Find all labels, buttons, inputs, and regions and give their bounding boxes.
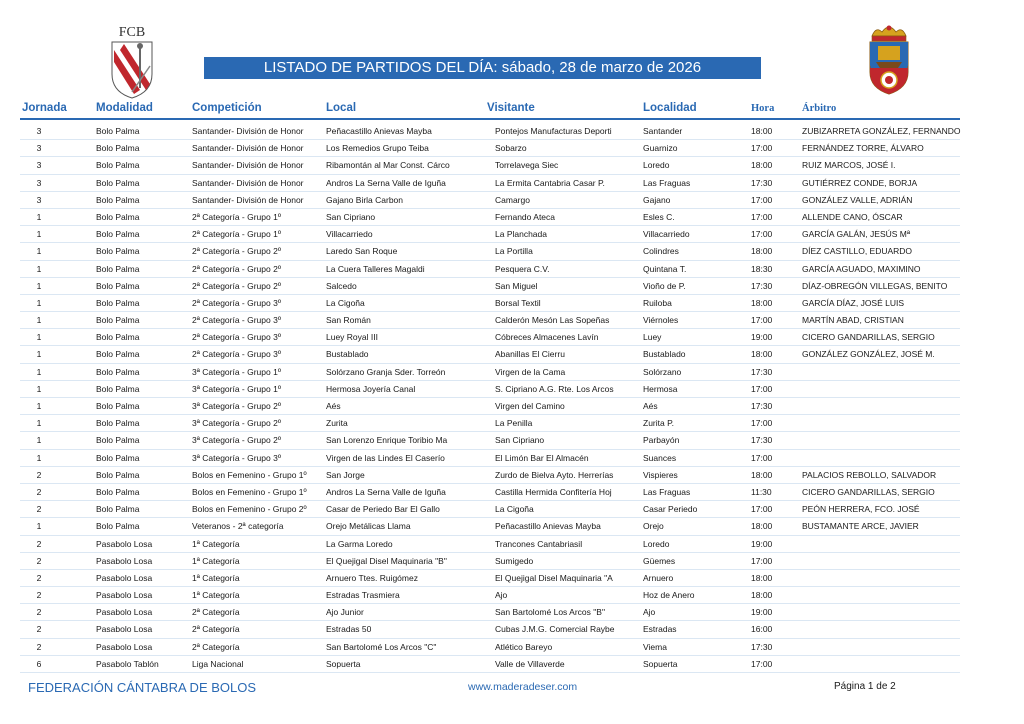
hora-cell: 17:00 — [751, 211, 773, 222]
localidad-cell: Zurita P. — [643, 418, 675, 429]
header-hora: Hora — [751, 103, 775, 114]
visitante-cell: La Ermita Cantabria Casar P. — [495, 177, 605, 188]
jornada-cell: 3 — [36, 126, 42, 136]
visitante-cell: El Limón Bar El Almacén — [495, 452, 589, 463]
jornada-cell: 1 — [36, 246, 42, 257]
localidad-cell: Loredo — [643, 160, 670, 171]
visitante-cell: Peñacastillo Anievas Mayba — [495, 521, 601, 532]
header-arbitro: Árbitro — [802, 103, 837, 114]
modalidad-cell: Bolo Palma — [96, 418, 140, 429]
jornada-cell: 1 — [36, 435, 42, 446]
localidad-cell: Orejo — [643, 521, 664, 532]
competicion-cell: 3ª Categoría - Grupo 3º — [192, 452, 281, 463]
modalidad-cell: Bolo Palma — [96, 366, 140, 377]
local-cell: Hermosa Joyería Canal — [326, 383, 416, 394]
visitante-cell: Virgen del Camino — [495, 401, 565, 411]
hora-cell: 17:30 — [751, 401, 773, 411]
hora-cell: 19:00 — [751, 332, 773, 343]
local-cell: La Cigoña — [326, 297, 365, 308]
competicion-cell: Bolos en Femenino - Grupo 1º — [192, 469, 307, 480]
jornada-cell: 1 — [36, 297, 42, 308]
competicion-cell: 2ª Categoría — [192, 607, 240, 618]
local-cell: Peñacastillo Anievas Mayba — [326, 126, 432, 136]
local-cell: Arnuero Ttes. Ruigómez — [326, 572, 418, 583]
table-row — [20, 312, 960, 329]
localidad-cell: Loredo — [643, 538, 670, 549]
jornada-cell: 1 — [36, 349, 42, 360]
arbitro-cell: MARTÍN ABAD, CRISTIAN — [802, 315, 904, 326]
table-row — [20, 243, 960, 260]
table-row — [20, 192, 960, 209]
visitante-cell: San Cipriano — [495, 435, 545, 446]
hora-cell: 11:30 — [751, 486, 772, 497]
jornada-cell: 1 — [36, 229, 42, 240]
hora-cell: 17:30 — [751, 641, 773, 652]
modalidad-cell: Bolo Palma — [96, 263, 140, 274]
table-row — [20, 518, 960, 535]
localidad-cell: Las Fraguas — [643, 177, 691, 188]
modalidad-cell: Bolo Palma — [96, 332, 140, 343]
local-cell: Solórzano Granja Sder. Torreón — [326, 366, 446, 377]
visitante-cell: La Planchada — [495, 229, 547, 240]
table-row — [20, 656, 960, 673]
localidad-cell: Bustablado — [643, 349, 686, 360]
visitante-cell: Ajo — [495, 590, 508, 601]
jornada-cell: 1 — [36, 383, 42, 394]
table-row — [20, 364, 960, 381]
arbitro-cell: GARCÍA DÍAZ, JOSÉ LUIS — [802, 297, 905, 308]
local-cell: Salcedo — [326, 280, 357, 291]
localidad-cell: Quintana T. — [643, 263, 687, 274]
jornada-cell: 2 — [36, 641, 42, 652]
localidad-cell: Casar Periedo — [643, 504, 698, 515]
table-row — [20, 553, 960, 570]
localidad-cell: Parbayón — [643, 435, 680, 446]
competicion-cell: 1ª Categoría — [192, 555, 240, 566]
jornada-cell: 1 — [36, 280, 42, 291]
localidad-cell: Ruiloba — [643, 297, 672, 308]
visitante-cell: La Portilla — [495, 246, 533, 257]
local-cell: Virgen de las Lindes El Caserío — [326, 452, 445, 463]
hora-cell: 17:00 — [751, 315, 773, 326]
jornada-cell: 2 — [36, 504, 42, 515]
table-row — [20, 570, 960, 587]
visitante-cell: Abanillas El Cierru — [495, 349, 565, 360]
localidad-cell: Guarnizo — [643, 143, 678, 154]
table-row — [20, 295, 960, 312]
table-row — [20, 175, 960, 192]
table-row — [20, 604, 960, 621]
competicion-cell: Santander- División de Honor — [192, 143, 304, 154]
modalidad-cell: Bolo Palma — [96, 177, 140, 188]
competicion-cell: Santander- División de Honor — [192, 126, 304, 136]
local-cell: El Quejigal Disel Maquinaria "B" — [326, 555, 447, 566]
modalidad-cell: Bolo Palma — [96, 521, 140, 532]
visitante-cell: Virgen de la Cama — [495, 366, 566, 377]
hora-cell: 18:00 — [751, 297, 773, 308]
visitante-cell: La Cigoña — [495, 504, 534, 515]
local-cell: Villacarriedo — [326, 229, 373, 240]
modalidad-cell: Bolo Palma — [96, 435, 140, 446]
jornada-cell: 1 — [36, 211, 42, 222]
arbitro-cell: CICERO GANDARILLAS, SERGIO — [802, 486, 935, 497]
footer-url[interactable]: www.maderadeser.com — [468, 681, 578, 693]
jornada-cell: 2 — [36, 590, 42, 601]
hora-cell: 17:00 — [751, 143, 773, 154]
localidad-cell: Vioño de P. — [643, 280, 686, 291]
visitante-cell: Sobarzo — [495, 143, 527, 154]
visitante-cell: Borsal Textil — [495, 297, 541, 308]
hora-cell: 19:00 — [751, 538, 773, 549]
local-cell: Sopuerta — [326, 658, 361, 669]
competicion-cell: 2ª Categoría - Grupo 3º — [192, 315, 281, 326]
table-row — [20, 157, 960, 174]
localidad-cell: Vispieres — [643, 469, 678, 480]
localidad-cell: Güemes — [643, 555, 676, 566]
arbitro-cell: CICERO GANDARILLAS, SERGIO — [802, 332, 935, 343]
competicion-cell: 2ª Categoría - Grupo 1º — [192, 211, 281, 222]
modalidad-cell: Bolo Palma — [96, 143, 140, 154]
local-cell: Andros La Serna Valle de Iguña — [326, 486, 446, 497]
visitante-cell: San Bartolomé Los Arcos "B" — [495, 607, 605, 618]
visitante-cell: San Miguel — [495, 280, 538, 291]
visitante-cell: Pesquera C.V. — [495, 263, 550, 274]
arbitro-cell: DÍAZ-OBREGÓN VILLEGAS, BENITO — [802, 280, 948, 291]
footer-organization: FEDERACIÓN CÁNTABRA DE BOLOS — [28, 680, 257, 695]
jornada-cell: 1 — [36, 521, 42, 532]
jornada-cell: 1 — [36, 418, 42, 429]
localidad-cell: Esles C. — [643, 211, 675, 222]
hora-cell: 16:00 — [751, 624, 773, 635]
competicion-cell: 2ª Categoría - Grupo 3º — [192, 297, 281, 308]
competicion-cell: Santander- División de Honor — [192, 177, 304, 188]
arbitro-cell: ALLENDE CANO, ÓSCAR — [802, 211, 903, 222]
hora-cell: 17:00 — [751, 418, 773, 429]
localidad-cell: Hoz de Anero — [643, 590, 695, 601]
modalidad-cell: Pasabolo Tablón — [96, 658, 159, 669]
local-cell: Luey Royal III — [326, 332, 378, 343]
hora-cell: 17:00 — [751, 555, 773, 566]
localidad-cell: Santander — [643, 126, 683, 136]
jornada-cell: 3 — [36, 177, 42, 188]
match-table — [20, 123, 960, 673]
localidad-cell: Hermosa — [643, 383, 678, 394]
table-row — [20, 381, 960, 398]
hora-cell: 17:00 — [751, 383, 773, 394]
competicion-cell: 2ª Categoría — [192, 624, 240, 635]
jornada-cell: 2 — [36, 572, 42, 583]
fcb-logo — [104, 22, 160, 100]
hora-cell: 17:00 — [751, 229, 773, 240]
hora-cell: 19:00 — [751, 607, 773, 618]
hora-cell: 18:00 — [751, 572, 773, 583]
arbitro-cell: PALACIOS REBOLLO, SALVADOR — [802, 469, 937, 480]
arbitro-cell: DÍEZ CASTILLO, EDUARDO — [802, 246, 913, 257]
table-row — [20, 501, 960, 518]
competicion-cell: 2ª Categoría - Grupo 2º — [192, 280, 281, 291]
arbitro-cell: RUIZ MARCOS, JOSÉ I. — [802, 160, 896, 171]
jornada-cell: 3 — [36, 160, 42, 171]
localidad-cell: Aés — [643, 401, 658, 411]
header-localidad: Localidad — [643, 102, 697, 114]
logo-text: FCB — [118, 25, 146, 40]
competicion-cell: Liga Nacional — [192, 658, 244, 669]
local-cell: La Garma Loredo — [326, 538, 393, 549]
arbitro-cell: GONZÁLEZ VALLE, ADRIÁN — [802, 194, 913, 205]
competicion-cell: 3ª Categoría - Grupo 1º — [192, 383, 281, 394]
modalidad-cell: Bolo Palma — [96, 194, 140, 205]
jornada-cell: 2 — [36, 607, 42, 618]
table-row — [20, 226, 960, 243]
modalidad-cell: Bolo Palma — [96, 504, 140, 515]
arbitro-cell: ZUBIZARRETA GONZÁLEZ, FERNANDO — [802, 126, 961, 136]
jornada-cell: 3 — [36, 194, 42, 205]
local-cell: San Cipriano — [326, 211, 376, 222]
arbitro-cell: GARCÍA GALÁN, JESÚS Mª — [802, 229, 911, 240]
competicion-cell: 3ª Categoría - Grupo 1º — [192, 366, 281, 377]
jornada-cell: 1 — [36, 401, 42, 411]
table-row — [20, 398, 960, 415]
competicion-cell: 2ª Categoría - Grupo 2º — [192, 246, 281, 257]
jornada-cell: 2 — [36, 538, 42, 549]
hora-cell: 18:00 — [751, 246, 773, 257]
modalidad-cell: Bolo Palma — [96, 160, 140, 171]
localidad-cell: Estradas — [643, 624, 677, 635]
competicion-cell: 2ª Categoría - Grupo 1º — [192, 229, 281, 240]
table-row — [20, 484, 960, 501]
competicion-cell: 3ª Categoría - Grupo 2º — [192, 435, 281, 446]
modalidad-cell: Bolo Palma — [96, 229, 140, 240]
visitante-cell: Atlético Bareyo — [495, 641, 553, 652]
modalidad-cell: Bolo Palma — [96, 349, 140, 360]
competicion-cell: 2ª Categoría - Grupo 3º — [192, 332, 281, 343]
localidad-cell: Suances — [643, 452, 677, 463]
modalidad-cell: Bolo Palma — [96, 452, 140, 463]
page-number: Página 1 de 2 — [834, 681, 896, 692]
table-header — [20, 102, 960, 118]
localidad-cell: Viema — [643, 641, 667, 652]
visitante-cell: Pontejos Manufacturas Deporti — [495, 126, 612, 136]
hora-cell: 18:00 — [751, 469, 773, 480]
competicion-cell: Santander- División de Honor — [192, 194, 304, 205]
local-cell: San Lorenzo Enrique Toribio Ma — [326, 435, 448, 446]
visitante-cell: Calderón Mesón Las Sopeñas — [495, 315, 610, 326]
visitante-cell: Fernando Ateca — [495, 211, 556, 222]
table-row — [20, 467, 960, 484]
local-cell: Laredo San Roque — [326, 246, 398, 257]
jornada-cell: 1 — [36, 332, 42, 343]
localidad-cell: Arnuero — [643, 572, 674, 583]
header-modalidad: Modalidad — [96, 102, 153, 114]
competicion-cell: 1ª Categoría — [192, 590, 240, 601]
hora-cell: 18:00 — [751, 126, 773, 136]
modalidad-cell: Bolo Palma — [96, 383, 140, 394]
table-row — [20, 415, 960, 432]
arbitro-cell: BUSTAMANTE ARCE, JAVIER — [802, 521, 919, 532]
competicion-cell: Veteranos - 2ª categoría — [192, 521, 284, 532]
jornada-cell: 1 — [36, 315, 42, 326]
modalidad-cell: Bolo Palma — [96, 126, 140, 136]
table-row — [20, 278, 960, 295]
local-cell: San Román — [326, 315, 371, 326]
modalidad-cell: Bolo Palma — [96, 297, 140, 308]
local-cell: La Cuera Talleres Magaldi — [326, 263, 425, 274]
modalidad-cell: Pasabolo Losa — [96, 641, 153, 652]
modalidad-cell: Pasabolo Losa — [96, 607, 153, 618]
visitante-cell: Camargo — [495, 194, 530, 205]
header-local: Local — [326, 102, 357, 114]
jornada-cell: 1 — [36, 263, 42, 274]
visitante-cell: S. Cipriano A.G. Rte. Los Arcos — [495, 383, 614, 394]
hora-cell: 17:30 — [751, 435, 773, 446]
visitante-cell: Valle de Villaverde — [495, 658, 565, 669]
visitante-cell: Castilla Hermida Confitería Hoj — [495, 486, 612, 497]
modalidad-cell: Pasabolo Losa — [96, 572, 153, 583]
header-visitante: Visitante — [487, 102, 535, 114]
local-cell: Orejo Metálicas Llama — [326, 521, 411, 532]
arbitro-cell: PEÓN HERRERA, FCO. JOSÉ — [802, 504, 920, 515]
table-row — [20, 209, 960, 226]
competicion-cell: Bolos en Femenino - Grupo 2º — [192, 504, 307, 515]
hora-cell: 17:00 — [751, 658, 773, 669]
table-row — [20, 450, 960, 467]
table-row — [20, 587, 960, 604]
local-cell: Aés — [326, 401, 341, 411]
table-row — [20, 536, 960, 553]
hora-cell: 17:00 — [751, 452, 773, 463]
jornada-cell: 2 — [36, 555, 42, 566]
table-row — [20, 639, 960, 656]
localidad-cell: Luey — [643, 332, 662, 343]
jornada-cell: 1 — [36, 366, 42, 377]
hora-cell: 17:30 — [751, 280, 773, 291]
modalidad-cell: Bolo Palma — [96, 315, 140, 326]
hora-cell: 17:00 — [751, 504, 773, 515]
visitante-cell: Zurdo de Bielva Ayto. Herrerías — [495, 469, 614, 480]
visitante-cell: Torrelavega Siec — [495, 160, 559, 171]
competicion-cell: 1ª Categoría — [192, 538, 240, 549]
jornada-cell: 6 — [36, 658, 42, 669]
local-cell: Estradas 50 — [326, 624, 372, 635]
competicion-cell: Santander- División de Honor — [192, 160, 304, 171]
competicion-cell: 1ª Categoría — [192, 572, 240, 583]
local-cell: Andros La Serna Valle de Iguña — [326, 177, 446, 188]
competicion-cell: 3ª Categoría - Grupo 2º — [192, 418, 281, 429]
localidad-cell: Solórzano — [643, 366, 682, 377]
modalidad-cell: Pasabolo Losa — [96, 624, 153, 635]
localidad-cell: Las Fraguas — [643, 486, 691, 497]
arbitro-cell: GARCÍA AGUADO, MAXIMINO — [802, 263, 921, 274]
header-divider — [20, 118, 960, 120]
modalidad-cell: Bolo Palma — [96, 280, 140, 291]
hora-cell: 18:00 — [751, 160, 773, 171]
modalidad-cell: Bolo Palma — [96, 469, 140, 480]
visitante-cell: Cubas J.M.G. Comercial Raybe — [495, 624, 615, 635]
visitante-cell: Sumigedo — [495, 555, 534, 566]
hora-cell: 17:30 — [751, 177, 773, 188]
modalidad-cell: Pasabolo Losa — [96, 555, 153, 566]
jornada-cell: 2 — [36, 624, 42, 635]
modalidad-cell: Bolo Palma — [96, 211, 140, 222]
table-row — [20, 261, 960, 278]
jornada-cell: 3 — [36, 143, 42, 154]
header-competicion: Competición — [192, 102, 262, 114]
local-cell: San Bartolomé Los Arcos "C" — [326, 641, 437, 652]
localidad-cell: Viérnoles — [643, 315, 679, 326]
modalidad-cell: Bolo Palma — [96, 401, 140, 411]
localidad-cell: Sopuerta — [643, 658, 678, 669]
competicion-cell: 2ª Categoría — [192, 641, 240, 652]
localidad-cell: Villacarriedo — [643, 229, 690, 240]
local-cell: Zurita — [326, 418, 348, 429]
modalidad-cell: Bolo Palma — [96, 246, 140, 257]
page-title: LISTADO DE PARTIDOS DEL DÍA: sábado, 28 de marzo de 2026 — [204, 57, 761, 79]
visitante-cell: Cóbreces Almacenes Lavín — [495, 332, 599, 343]
table-row — [20, 329, 960, 346]
hora-cell: 18:00 — [751, 521, 773, 532]
hora-cell: 17:30 — [751, 366, 773, 377]
localidad-cell: Gajano — [643, 194, 671, 205]
cantabria-coat-of-arms — [866, 22, 912, 102]
arbitro-cell: GUTIÉRREZ CONDE, BORJA — [802, 177, 918, 188]
hora-cell: 18:00 — [751, 349, 773, 360]
jornada-cell: 2 — [36, 469, 42, 480]
arbitro-cell: FERNÁNDEZ TORRE, ÁLVARO — [802, 143, 924, 154]
table-row — [20, 140, 960, 157]
hora-cell: 18:30 — [751, 263, 773, 274]
localidad-cell: Colindres — [643, 246, 679, 257]
visitante-cell: La Penilla — [495, 418, 533, 429]
modalidad-cell: Pasabolo Losa — [96, 590, 153, 601]
local-cell: Ajo Junior — [326, 607, 364, 618]
table-row — [20, 432, 960, 449]
table-row — [20, 621, 960, 638]
modalidad-cell: Bolo Palma — [96, 486, 140, 497]
header-jornada: Jornada — [22, 102, 67, 114]
visitante-cell: El Quejigal Disel Maquinaria "A — [495, 572, 613, 583]
local-cell: Los Remedios Grupo Teiba — [326, 143, 429, 154]
competicion-cell: 2ª Categoría - Grupo 3º — [192, 349, 281, 360]
arbitro-cell: GONZÁLEZ GONZÁLEZ, JOSÉ M. — [802, 349, 935, 360]
visitante-cell: Trancones Cantabriasil — [495, 538, 583, 549]
local-cell: San Jorge — [326, 469, 365, 480]
local-cell: Casar de Periedo Bar El Gallo — [326, 504, 440, 515]
modalidad-cell: Pasabolo Losa — [96, 538, 153, 549]
jornada-cell: 1 — [36, 452, 42, 463]
competicion-cell: 2ª Categoría - Grupo 2º — [192, 263, 281, 274]
local-cell: Gajano Birla Carbon — [326, 194, 404, 205]
competicion-cell: Bolos en Femenino - Grupo 1º — [192, 486, 307, 497]
local-cell: Estradas Trasmiera — [326, 590, 400, 601]
table-row — [20, 123, 960, 140]
jornada-cell: 2 — [36, 486, 42, 497]
hora-cell: 17:00 — [751, 194, 773, 205]
table-row — [20, 346, 960, 363]
localidad-cell: Ajo — [643, 607, 656, 618]
competicion-cell: 3ª Categoría - Grupo 2º — [192, 401, 281, 411]
local-cell: Ribamontán al Mar Const. Cárco — [326, 160, 450, 171]
local-cell: Bustablado — [326, 349, 369, 360]
hora-cell: 18:00 — [751, 590, 773, 601]
